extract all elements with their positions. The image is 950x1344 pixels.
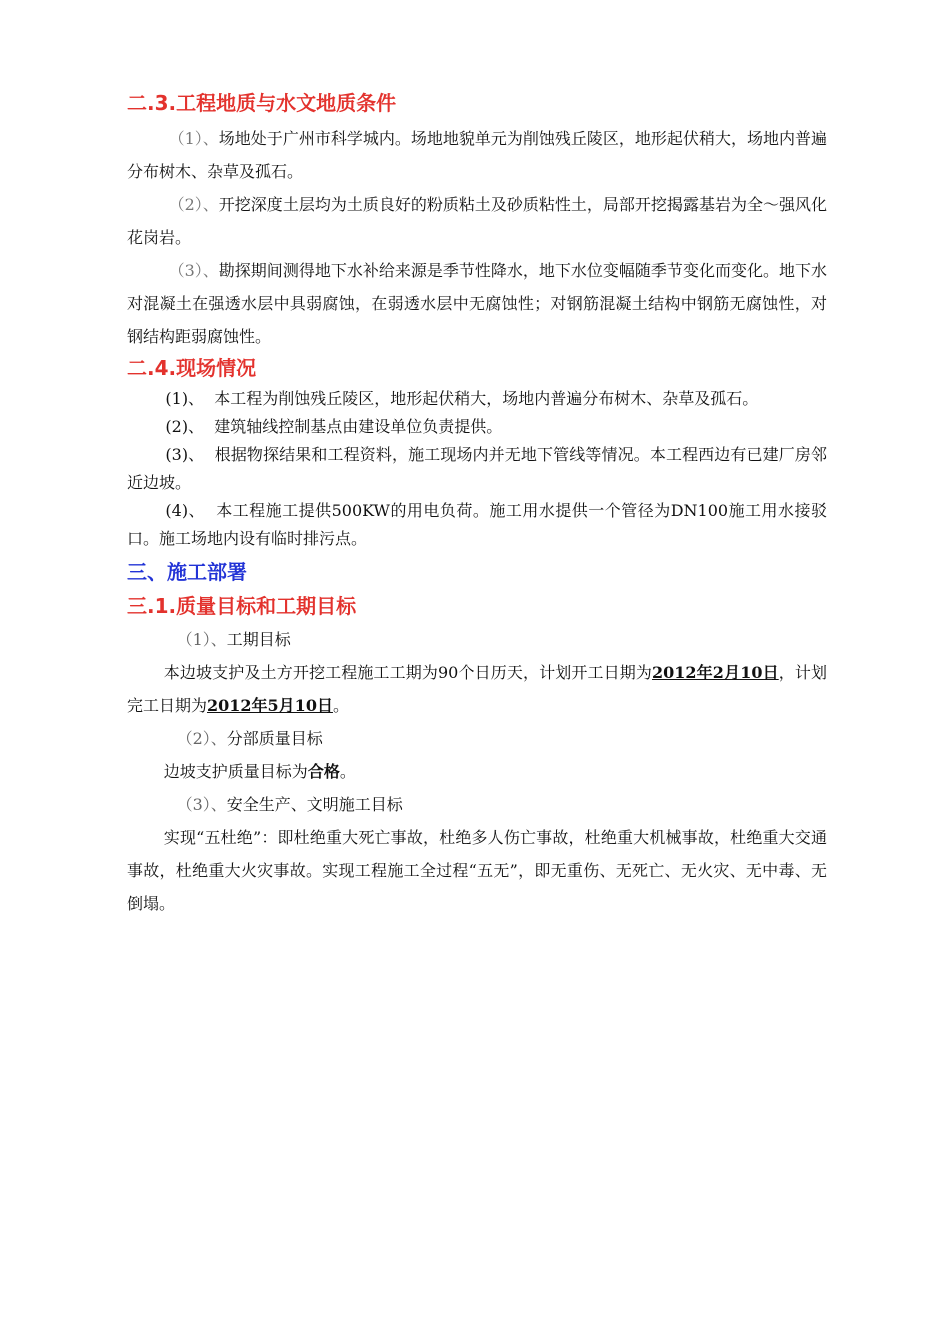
paragraph: （2）、开挖深度土层均为土质良好的粉质粘土及砂质粘性土，局部开挖揭露基岩为全～强风化花岗岩。 bbox=[127, 195, 827, 247]
paragraph: （3）、勘探期间测得地下水补给来源是季节性降水，地下水位变幅随季节变化而变化。地下水对混凝土在强透水层中具弱腐蚀，在弱透水层中无腐蚀性；对钢筋混凝土结构中钢筋无腐蚀性，对钢结构距弱腐蚀性。 bbox=[127, 261, 827, 346]
section-heading-2-3: 二.3.工程地质与水文地质条件 bbox=[127, 91, 397, 115]
list-item: (2)、 建筑轴线控制基点由建设单位负责提供。 bbox=[165, 417, 503, 436]
start-date: 2012年2月10日 bbox=[652, 663, 779, 682]
paragraph-quality: 边坡支护质量目标为合格。 bbox=[163, 762, 356, 781]
end-date: 2012年5月10日 bbox=[207, 696, 333, 715]
list-item: (3)、 根据物探结果和工程资料，施工现场内并无地下管线等情况。本工程西边有已建厂房邻近边坡。 bbox=[127, 445, 827, 492]
paragraph-safety: 实现“五杜绝”：即杜绝重大死亡事故，杜绝多人伤亡事故，杜绝重大机械事故，杜绝重大交通事故，杜绝重大火灾事故。实现工程施工全过程“五无”，即无重伤、无死亡、无火灾、无中毒、无倒塌。 bbox=[127, 828, 827, 913]
section-heading-3: 三、施工部署 bbox=[127, 560, 247, 584]
quality-goal: 合格 bbox=[307, 762, 340, 781]
list-item: (4)、 本工程施工提供500KW的用电负荷。施工用水提供一个管径为DN100施工用水接驳口。施工场地内设有临时排污点。 bbox=[127, 501, 827, 548]
subheading: （1）、工期目标 bbox=[176, 630, 291, 649]
subheading: （3）、安全生产、文明施工目标 bbox=[176, 795, 403, 814]
subheading: （2）、分部质量目标 bbox=[176, 729, 323, 748]
section-heading-2-4: 二.4.现场情况 bbox=[127, 356, 257, 380]
section-heading-3-1: 三.1.质量目标和工期目标 bbox=[127, 594, 357, 618]
paragraph: （1）、场地处于广州市科学城内。场地地貌单元为削蚀残丘陵区，地形起伏稍大，场地内普遍分布树木、杂草及孤石。 bbox=[127, 129, 827, 181]
paragraph-schedule: 本边坡支护及土方开挖工程施工工期为90个日历天，计划开工日期为2012年2月10日，计划完工日期为2012年5月10日。 bbox=[127, 663, 827, 715]
list-item: (1)、 本工程为削蚀残丘陵区，地形起伏稍大，场地内普遍分布树木、杂草及孤石。 bbox=[165, 389, 759, 408]
document-body bbox=[127, 88, 827, 920]
